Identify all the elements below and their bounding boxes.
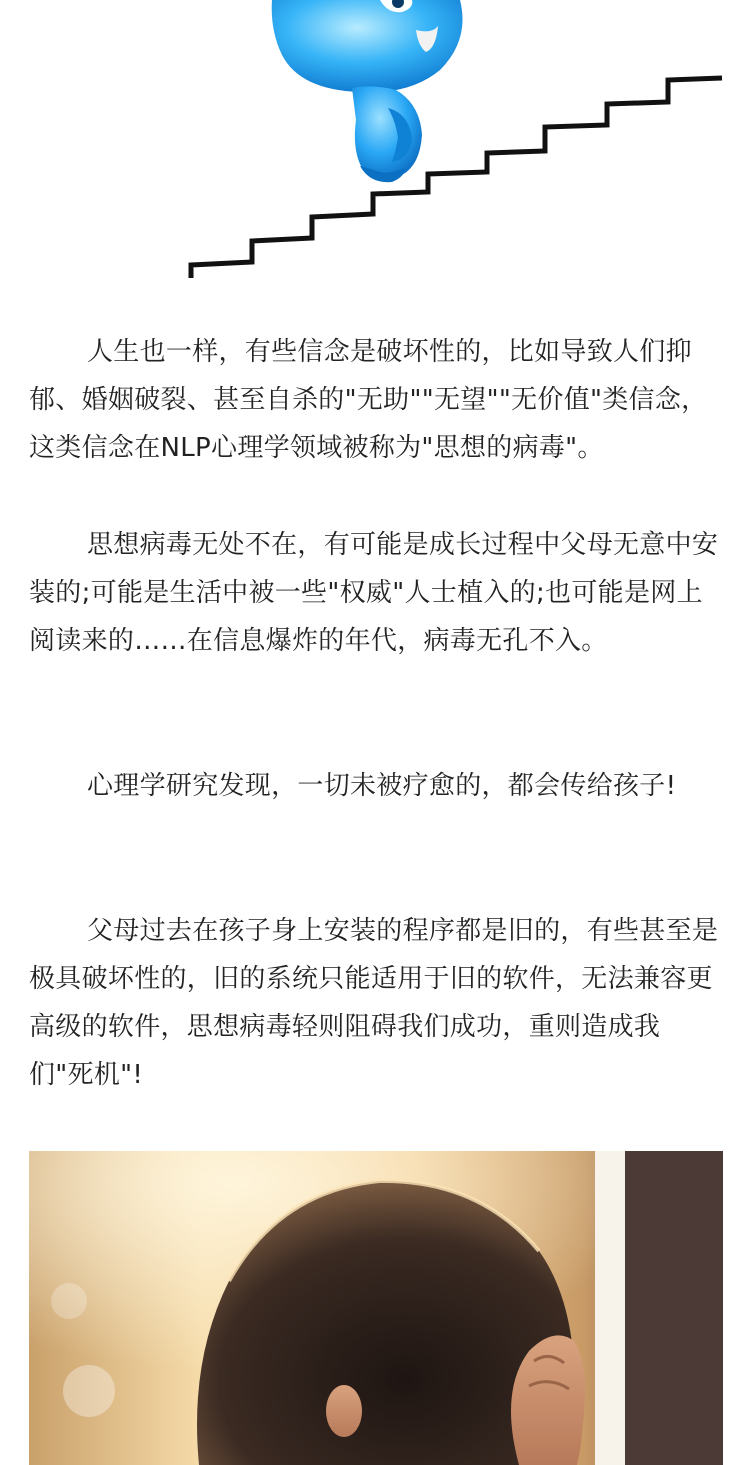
article-paragraph-1: 人生也一样，有些信念是破坏性的，比如导致人们抑郁、婚姻破裂、甚至自杀的"无助""无望""无价值"类信念，这类信念在NLP心理学领域被称为"思想的病毒"。 (29, 337, 708, 463)
article-paragraph-4: 父母过去在孩子身上安装的程序都是旧的，有些甚至是极具破坏性的，旧的系统只能适用于旧的软件，无法兼容更高级的软件，思想病毒轻则阻碍我们成功，重则造成我们"死机"! (29, 916, 719, 1090)
mascot-climbing-stairs-icon (0, 0, 750, 300)
article-paragraph-2: 思想病毒无处不在，有可能是成长过程中父母无意中安装的;可能是生活中被一些"权威"人士植入的;也可能是网上阅读来的……在信息爆炸的年代，病毒无孔不入。 (29, 530, 719, 656)
article-photo (29, 1151, 723, 1465)
mascot-stairs-illustration (0, 0, 750, 300)
article-paragraph-3: 心理学研究发现，一切未被疗愈的，都会传给孩子! (87, 771, 677, 801)
child-covering-face-photo (29, 1151, 723, 1465)
